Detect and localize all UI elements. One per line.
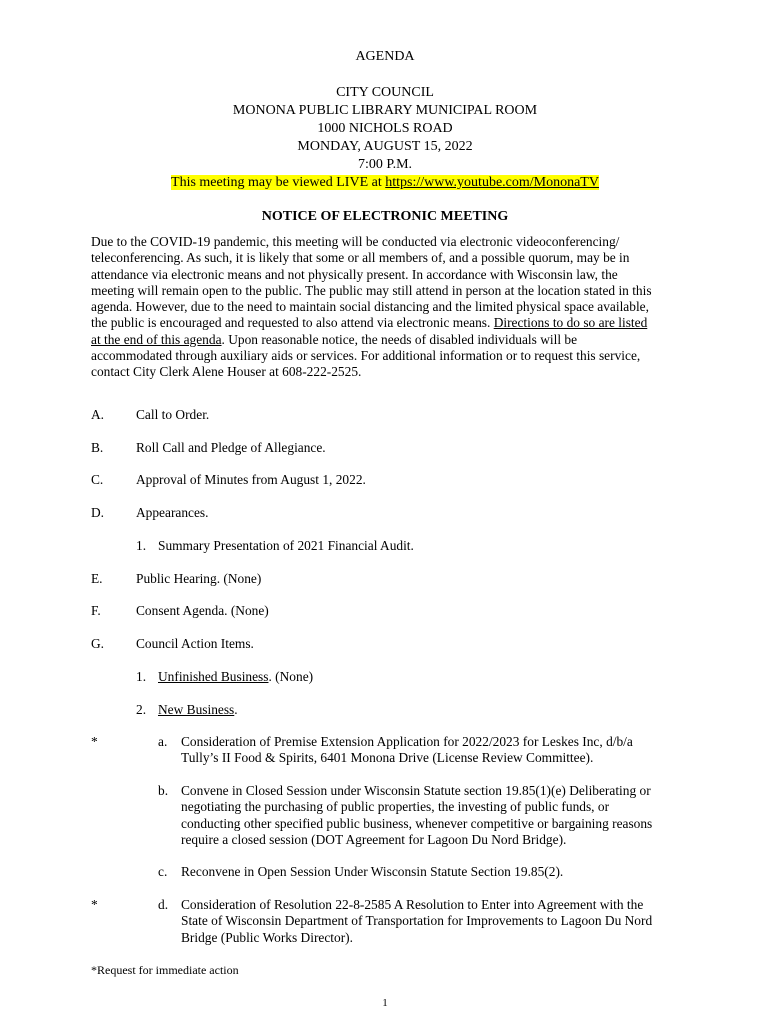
notice-body [91, 234, 681, 381]
notice-line: Due to the COVID-19 pandemic, this meeting will be conducted via electronic videoconferencing/ [91, 234, 620, 249]
notice-line: attendance via electronic means and not physically present. In accordance with Wisconsin law, the [91, 266, 618, 282]
live-stream-text: This meeting may be viewed LIVE at [171, 175, 386, 190]
item-line: Tully’s II Food & Spirits, 6401 Monona Drive (License Review Committee). [181, 750, 594, 766]
item-line: Consideration of Resolution 22-8-2585 A Resolution to Enter into Agreement with the [181, 897, 644, 912]
item-line: State of Wisconsin Department of Transportation for Improvements to Lagoon Du Nord [181, 913, 653, 929]
item-number: 1. [136, 538, 147, 553]
directions-link-cont[interactable]: at the end of this agenda [91, 331, 222, 347]
item-number: 2. [136, 702, 147, 717]
meeting-date: MONDAY, AUGUST 15, 2022 [297, 139, 473, 154]
item-text: Public Hearing. (None) [136, 571, 262, 586]
item-text: Approval of Minutes from August 1, 2022. [136, 472, 366, 487]
item-text [158, 669, 313, 685]
item-text [181, 783, 681, 848]
agenda-heading: AGENDA [355, 49, 415, 64]
item-line: Convene in Closed Session under Wisconsin Statute section 19.85(1)(e) Deliberating or [181, 783, 651, 798]
item-text: Council Action Items. [136, 636, 254, 651]
item-text [158, 702, 238, 718]
item-line: Consideration of Premise Extension Application for 2022/2023 for Leskes Inc, d/b/a [181, 734, 633, 749]
notice-line [91, 332, 681, 348]
item-letter: G. [91, 636, 105, 651]
item-text: Appearances. [136, 505, 209, 520]
directions-link[interactable]: Directions to do so are listed [493, 315, 648, 331]
item-letter: c. [158, 864, 168, 879]
meeting-address: 1000 NICHOLS ROAD [317, 121, 453, 136]
item-letter: C. [91, 472, 104, 487]
notice-line: contact City Clerk Alene Houser at 608-222-2525. [91, 364, 362, 380]
item-line: conducting other specified public business, whenever competitive or bargaining reasons [181, 815, 653, 831]
item-line: Bridge (Public Works Director). [181, 929, 353, 945]
item-letter: B. [91, 440, 104, 455]
item-text: Roll Call and Pledge of Allegiance. [136, 440, 326, 455]
item-text: Summary Presentation of 2021 Financial Audit. [158, 538, 414, 553]
item-text: Call to Order. [136, 407, 210, 422]
notice-text: the public is encouraged and requested to also attend via electronic means. [91, 315, 494, 331]
page-number: 1 [382, 997, 388, 1009]
item-text: Consent Agenda. (None) [136, 603, 269, 618]
notice-line [91, 315, 681, 331]
item-letter: d. [158, 897, 169, 912]
footnote: *Request for immediate action [91, 963, 239, 977]
notice-line: agenda. However, due to the need to maintain social distancing and the limited physical space available, [91, 299, 649, 315]
council-name: CITY COUNCIL [336, 85, 434, 100]
immediate-action-marker: * [91, 897, 98, 912]
item-text [181, 864, 681, 880]
notice-text: . Upon reasonable notice, the needs of disabled individuals will be [221, 331, 578, 347]
item-letter: A. [91, 407, 105, 422]
item-line: Reconvene in Open Session Under Wisconsin Statute Section 19.85(2). [181, 864, 564, 879]
immediate-action-marker: * [91, 734, 98, 749]
notice-line: meeting will remain open to the public. The public may still attend in person at the location stated in this [91, 282, 652, 298]
unfinished-business-link[interactable]: Unfinished Business [158, 669, 269, 684]
agenda-header [0, 48, 770, 192]
meeting-time: 7:00 P.M. [357, 157, 413, 172]
item-suffix: . [234, 702, 238, 717]
item-letter: F. [91, 603, 101, 618]
item-letter: E. [91, 571, 103, 586]
item-letter: b. [158, 783, 169, 798]
item-line: negotiating the purchasing of public properties, the investing of public funds, or [181, 799, 610, 815]
item-letter: a. [158, 734, 168, 749]
item-line: require a closed session (DOT Agreement for Lagoon Du Nord Bridge). [181, 831, 567, 847]
notice-title: NOTICE OF ELECTRONIC MEETING [261, 209, 509, 224]
item-suffix: . (None) [268, 669, 314, 684]
item-text [181, 734, 681, 767]
item-number: 1. [136, 669, 147, 684]
item-letter: D. [91, 505, 105, 520]
item-text [181, 897, 681, 946]
meeting-location: MONONA PUBLIC LIBRARY MUNICIPAL ROOM [232, 103, 538, 118]
live-stream-line [0, 174, 770, 192]
notice-line: accommodated through auxiliary aids or services. For additional information or to request this service, [91, 348, 641, 364]
notice-line: teleconferencing. As such, it is likely that some or all members of, and a possible quorum, may be in [91, 250, 630, 266]
new-business-link[interactable]: New Business [158, 702, 235, 717]
youtube-link[interactable]: https://www.youtube.com/MononaTV [385, 175, 599, 190]
